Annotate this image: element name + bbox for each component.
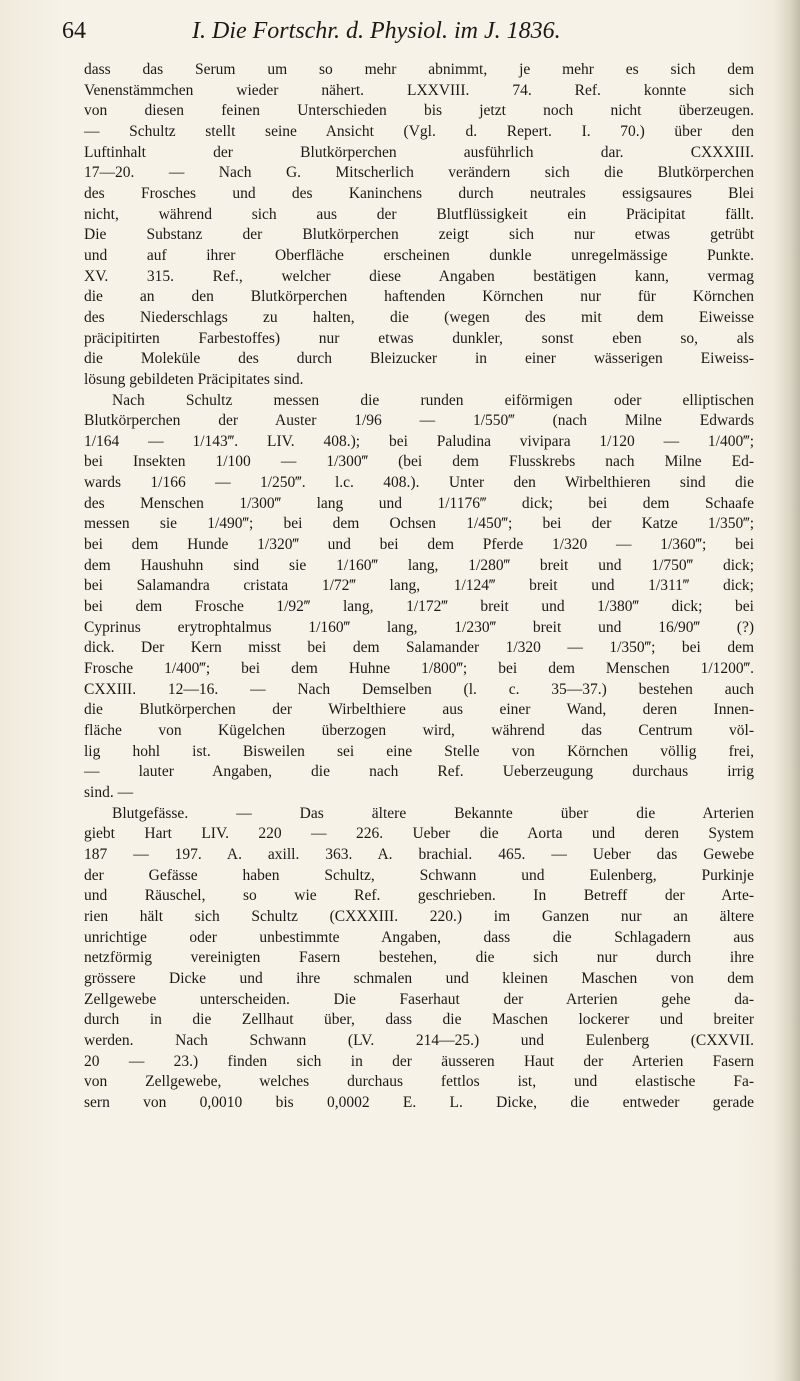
text-line: Cyprinus erytrophtalmus 1/160‴ lang, 1/230‴ breit und 16/90‴ (?) [84, 618, 754, 636]
text-line: grössere Dicke und ihre schmalen und kleinen Maschen von dem [84, 969, 754, 987]
text-line: und Räuschel, so wie Ref. geschrieben. In Betreff der Arte- [84, 887, 754, 905]
text-line: netzförmig vereinigten Fasern bestehen, die sich nur durch ihre [84, 949, 754, 967]
text-line: durch in die Zellhaut über, dass die Maschen lockerer und breiter [84, 1011, 754, 1029]
text-line: — Schultz stellt seine Ansicht (Vgl. d. Repert. I. 70.) über den [84, 122, 754, 140]
text-line: CXXIII. 12—16. — Nach Demselben (l. c. 35—37.) bestehen auch [84, 680, 754, 698]
text-line: 17—20. — Nach G. Mitscherlich verändern sich die Blutkörperchen [84, 164, 754, 182]
text-line: lig hohl ist. Bisweilen sei eine Stelle von Körnchen völlig frei, [84, 742, 754, 760]
body-text [84, 60, 754, 1113]
text-line: des Niederschlags zu halten, die (wegen des mit dem Eiweisse [84, 308, 754, 326]
text-line: Venenstämmchen wieder nähert. LXXVIII. 74. Ref. konnte sich [84, 81, 754, 99]
text-line: messen sie 1/490‴; bei dem Ochsen 1/450‴; bei der Katze 1/350‴; [84, 515, 754, 533]
text-line: nicht, während sich aus der Blutflüssigkeit ein Präcipitat fällt. [84, 205, 754, 223]
page-number: 64 [62, 18, 86, 44]
text-line: wards 1/166 — 1/250‴. l.c. 408.). Unter den Wirbelthieren sind die [84, 474, 754, 492]
text-line: Blutgefässe. — Das ältere Bekannte über die Arterien [112, 804, 754, 822]
text-line: des Menschen 1/300‴ lang und 1/1176‴ dick; bei dem Schaafe [84, 494, 754, 512]
text-line: des Frosches und des Kaninchens durch neutrales essigsaures Blei [84, 184, 754, 202]
text-line: Luftinhalt der Blutkörperchen ausführlich dar. CXXXIII. [84, 143, 754, 161]
page-edge-shadow [774, 0, 800, 1381]
text-line: 20 — 23.) finden sich in der äusseren Haut der Arterien Fasern [84, 1052, 754, 1070]
text-line: von diesen feinen Unterschieden bis jetzt noch nicht überzeugen. [84, 102, 754, 120]
text-line: werden. Nach Schwann (LV. 214—25.) und Eulenberg (CXXVII. [84, 1031, 754, 1049]
text-line: sern von 0,0010 bis 0,0002 E. L. Dicke, die entweder gerade [84, 1093, 754, 1111]
text-line: Blutkörperchen der Auster 1/96 — 1/550‴ (nach Milne Edwards [84, 412, 754, 430]
text-line: lösung gebildeten Präcipitates sind. [84, 370, 304, 388]
text-line: von Zellgewebe, welches durchaus fettlos ist, und elastische Fa- [84, 1073, 754, 1091]
text-line: giebt Hart LIV. 220 — 226. Ueber die Aorta und deren System [84, 825, 754, 843]
text-line: dem Haushuhn sind sie 1/160‴ lang, 1/280‴ breit und 1/750‴ dick; [84, 556, 754, 574]
text-line: präcipitirten Farbestoffes) nur etwas dunkler, sonst eben so, als [84, 329, 754, 347]
text-line: die Blutkörperchen der Wirbelthiere aus einer Wand, deren Innen- [84, 701, 754, 719]
text-line: XV. 315. Ref., welcher diese Angaben bestätigen kann, vermag [84, 267, 754, 285]
text-line: rien hält sich Schultz (CXXXIII. 220.) im Ganzen nur an ältere [84, 907, 754, 925]
text-line: dick. Der Kern misst bei dem Salamander 1/320 — 1/350‴; bei dem [84, 639, 754, 657]
text-line: Nach Schultz messen die runden eiförmigen oder elliptischen [112, 391, 754, 409]
text-line: — lauter Angaben, die nach Ref. Ueberzeugung durchaus irrig [84, 763, 754, 781]
text-line: bei dem Frosche 1/92‴ lang, 1/172‴ breit und 1/380‴ dick; bei [84, 598, 754, 616]
text-line: unrichtige oder unbestimmte Angaben, dass die Schlagadern aus [84, 928, 754, 946]
running-title: I. Die Fortschr. d. Physiol. im J. 1836. [192, 18, 561, 44]
text-line: 187 — 197. A. axill. 363. A. brachial. 465. — Ueber das Gewebe [84, 845, 754, 863]
text-line: Frosche 1/400‴; bei dem Huhne 1/800‴; bei dem Menschen 1/1200‴. [84, 660, 754, 678]
text-line: bei Salamandra cristata 1/72‴ lang, 1/124‴ breit und 1/311‴ dick; [84, 577, 754, 595]
text-line: der Gefässe haben Schultz, Schwann und Eulenberg, Purkinje [84, 866, 754, 884]
text-line: bei dem Hunde 1/320‴ und bei dem Pferde 1/320 — 1/360‴; bei [84, 536, 754, 554]
text-line: die Moleküle des durch Bleizucker in einer wässerigen Eiweiss- [84, 350, 754, 368]
text-line: sind. — [84, 783, 134, 801]
text-line: dass das Serum um so mehr abnimmt, je mehr es sich dem [84, 61, 754, 78]
text-line: die an den Blutkörperchen haftenden Körnchen nur für Körnchen [84, 288, 754, 306]
text-line: Die Substanz der Blutkörperchen zeigt sich nur etwas getrübt [84, 226, 754, 244]
page-header [62, 18, 762, 52]
text-line: und auf ihrer Oberfläche erscheinen dunkle unregelmässige Punkte. [84, 246, 754, 264]
text-line: Zellgewebe unterscheiden. Die Faserhaut der Arterien gehe da- [84, 990, 754, 1008]
text-line: 1/164 — 1/143‴. LIV. 408.); bei Paludina vivipara 1/120 — 1/400‴; [84, 432, 754, 450]
text-line: bei Insekten 1/100 — 1/300‴ (bei dem Flusskrebs nach Milne Ed- [84, 453, 754, 471]
text-line: fläche von Kügelchen überzogen wird, während das Centrum völ- [84, 722, 754, 739]
